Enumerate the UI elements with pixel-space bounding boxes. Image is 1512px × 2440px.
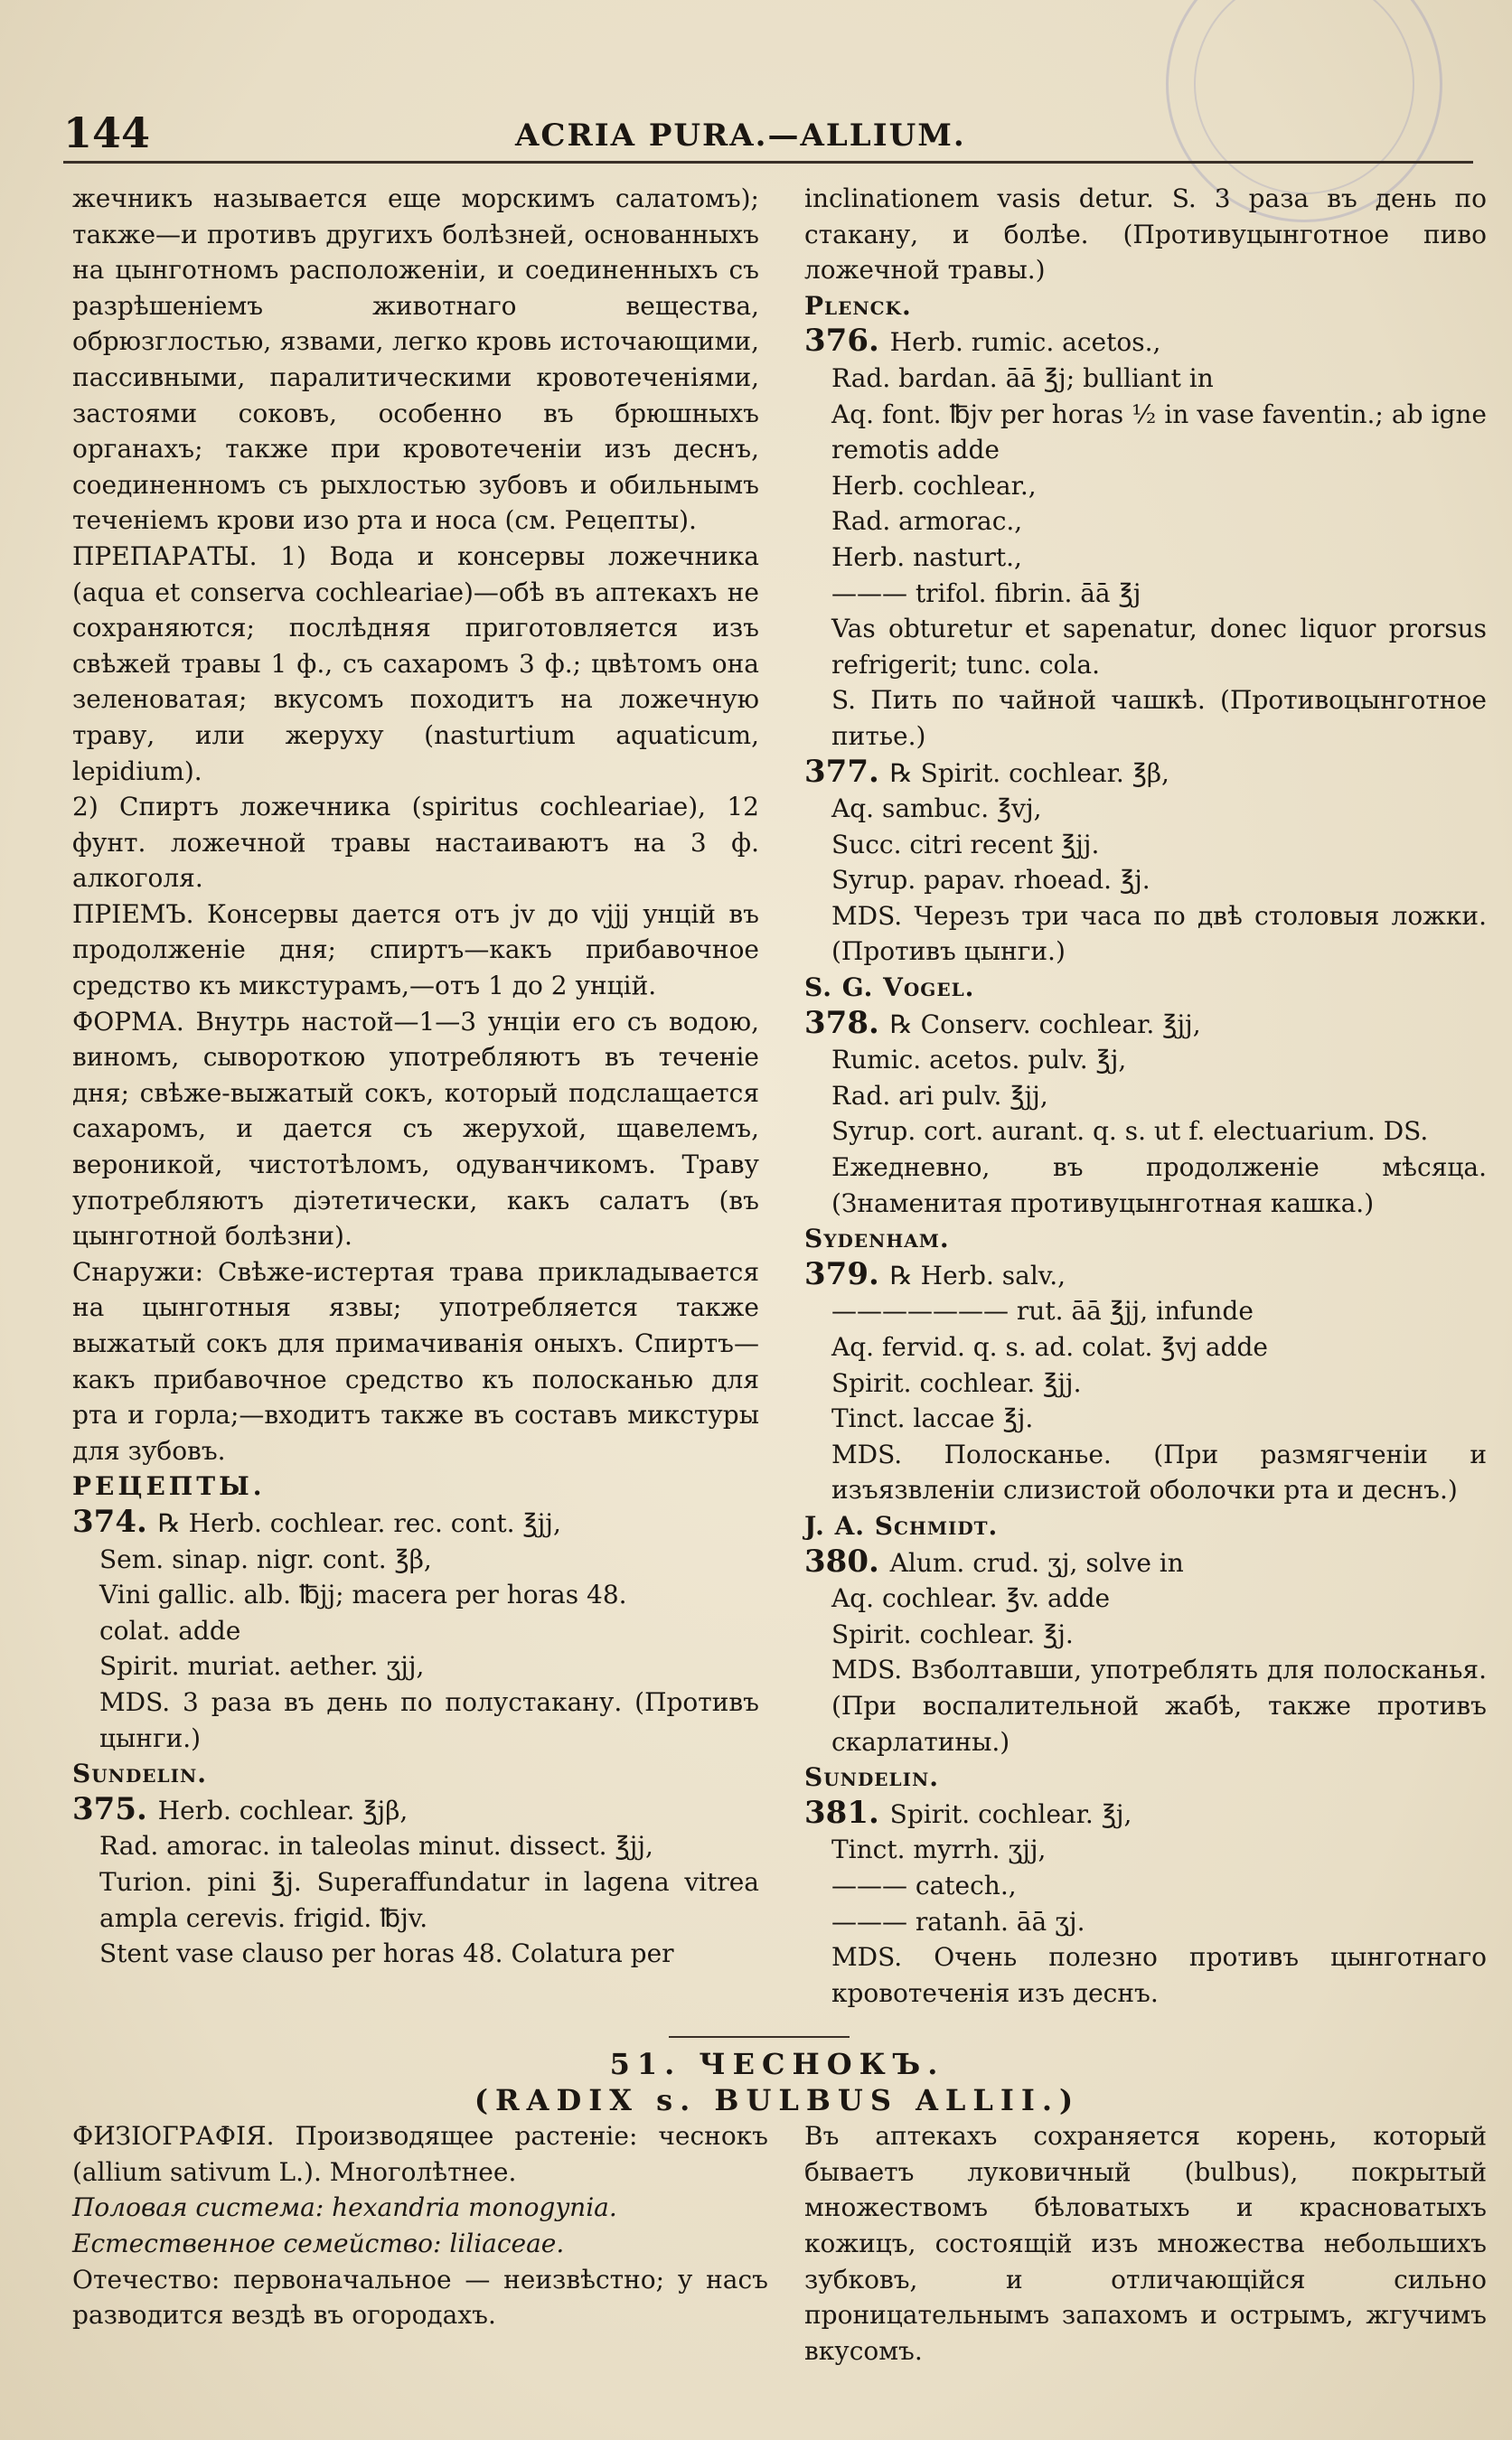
recipe-line: ——— catech., [831,1870,1017,1900]
recipe-line: Rad. ari pulv. ℥jj, [831,1080,1048,1111]
recipe-line: Rad. bardan. āā ℥j; bulliant in [831,362,1214,393]
recipe [804,1544,1487,1796]
paragraph: ФИЗІОГРАФІЯ. Производящее растеніе: чеснокъ (allium sativum L.). Многолѣтнее. [72,2121,768,2187]
recipe-line: ——— trifol. fibrin. āā ℥j [831,577,1141,608]
page-number: 144 [63,108,151,157]
section-divider [669,2036,850,2038]
recipe [804,755,1487,1006]
recipe-line: MDS. Полосканье. (При размягченіи и изъязвленіи слизистой оболочки рта и деснъ.) [831,1439,1487,1506]
recipe-line: Aq. fervid. q. s. ad. colat. ℥vj adde [831,1332,1268,1362]
recipe-line: Alum. crud. ʒj, solve in [889,1547,1184,1578]
recipe-number: 381. [804,1794,890,1831]
recipe-author: Sydenham. [804,1224,950,1254]
recipes-heading: РЕЦЕПТЫ. [72,1471,266,1502]
running-head: ACRIA PURA.—ALLIUM. [515,117,966,154]
recipe-line: Spirit. cochlear. ℥j. [831,1619,1074,1649]
recipe-line: MDS. Взболтавши, употреблять для полосканья. (При воспалительной жабѣ, также противъ скарлатины.) [831,1655,1487,1757]
left-recipes [72,1505,759,1972]
recipe-line: Spirit. muriat. aether. ʒjj, [99,1651,425,1682]
recipe-line: Stent vase clauso per horas 48. Colatura per [99,1938,674,1969]
section-right [804,2118,1487,2369]
recipe-line: ——————— rut. āā ℥jj, infunde [831,1296,1254,1327]
recipe-line: ℞ Herb. salv., [889,1260,1066,1290]
recipe-line: S. Пить по чайной чашкѣ. (Противоцынготное питье.) [831,685,1487,751]
recipe [804,181,1487,324]
recipe-number: 375. [72,1790,158,1827]
recipe-line: colat. adde [99,1615,241,1646]
section-51 [72,2047,1487,2366]
right-column [804,181,1487,2011]
recipe [804,324,1487,754]
recipe-line: Succ. citri recent ℥jj. [831,829,1100,859]
recipe-number: 379. [804,1255,890,1292]
paragraph: 2) Спиртъ ложечника (spiritus cochleariae), 12 фунт. ложечной травы настаиваютъ на 3 ф. алкоголя. [72,792,759,894]
recipe-line: MDS. Очень полезно противъ цынготнаго кровотеченія изъ деснъ. [831,1942,1487,2008]
recipe-line: Spirit. cochlear. ℥jj. [831,1367,1082,1398]
recipe-line: Aq. cochlear. ℥v. adde [831,1583,1111,1614]
recipe-line: ——— ratanh. āā ʒj. [831,1906,1085,1937]
paragraph: Въ аптекахъ сохраняется корень, который бываетъ луковичный (bulbus), покрытый множествомъ бѣловатыхъ и красноватыхъ кожицъ, состоящій изъ множества небольшихъ зубковъ, и отличающійся сильно проницательнымъ запахомъ и острымъ, жгучимъ вкусомъ. [804,2121,1487,2366]
recipe-line: Herb. cochlear. ℥jβ, [157,1795,409,1825]
section-subtitle: (RADIX s. BULBUS ALLII.) [474,2082,1081,2117]
recipe-line: inclinationem vasis detur. S. 3 раза въ день по стакану, и болѣе. (Противуцынготное пиво ложечной травы.) [804,183,1487,286]
paragraph: ПРЕПАРАТЫ. 1) Вода и консервы ложечника (aqua et conserva cochleariae)—обѣ въ аптекахъ не сохраняются; послѣдняя приготовляется изъ свѣжей травы 1 ф., съ сахаромъ 3 ф.; цвѣтомъ она зеленоватая; вкусомъ походитъ на ложечную траву, или жеруху (nasturtium aquaticum, lepidium). [72,540,759,786]
paragraph: ФОРМА. Внутрь настой—1—3 унціи его съ водою, виномъ, сывороткою употребляютъ въ теченіе дня; свѣже-выжатый сокъ, который подслащается сахаромъ, и дается съ жерухой, щавелемъ, вероникой, чистотѣломъ, одуванчикомъ. Траву употребляютъ діэтетически, какъ салатъ (въ цынготной болѣзни). [72,1006,759,1252]
recipe-line: Herb. nasturt., [831,541,1022,572]
header-rule [63,161,1473,164]
paragraph: ПРІЕМЪ. Консервы дается отъ jv до vjjj унцій въ продолженіе дня; спиртъ—какъ прибавочное средство къ микстурамъ,—отъ 1 до 2 унцій. [72,898,759,1001]
recipe-line: Herb. rumic. acetos., [889,327,1161,358]
recipe-number: 380. [804,1543,890,1580]
recipe-author: Sundelin. [72,1759,207,1789]
recipe-line: Syrup. cort. aurant. q. s. ut f. electuarium. DS. [831,1116,1429,1147]
right-recipes [804,181,1487,2011]
paragraph: Отечество: первоначальное — неизвѣстно; у насъ разводится вездѣ въ огородахъ. [72,2264,768,2331]
recipe-line: Vas obturetur et sapenatur, donec liquor prorsus refrigerit; tunc. cola. [831,614,1487,680]
recipe-line: Sem. sinap. nigr. cont. ℥β, [99,1544,432,1574]
recipe-line: ℞ Herb. cochlear. rec. cont. ℥jj, [157,1507,561,1538]
recipe-line: MDS. Черезъ три часа по двѣ столовыя ложки. (Противъ цынги.) [831,900,1487,967]
recipe [804,1796,1487,2012]
recipe-number: 378. [804,1004,890,1041]
paragraph: жечникъ называется еще морскимъ салатомъ); также—и противъ другихъ болѣзней, основанныхъ на цынготномъ расположеніи, и соединенныхъ съ разрѣшеніемъ животнаго вещества, обрюзглостью, язвами, легко кровь источающими, пассивными, паралитическими кровотеченіями, застоями соковъ, особенно въ брюшныхъ органахъ; также при кровотеченіи изъ деснъ, соединенномъ съ рыхлостью зубовъ и обильнымъ теченіемъ крови изо рта и носа (см. Рецепты). [72,183,759,536]
recipe-line: Tinct. myrrh. ʒjj, [831,1835,1047,1865]
recipe-author: J. A. Schmidt. [804,1510,999,1541]
recipe-line: Turion. pini ℥j. Superaffundatur in lagena vitrea ampla cerevis. frigid. ℔jv. [99,1866,759,1933]
recipe-number: 377. [804,753,890,790]
section-left [72,2118,768,2333]
recipe [804,1257,1487,1544]
recipe-line: Aq. sambuc. ℥vj, [831,793,1042,824]
recipe-line: ℞ Spirit. cochlear. ℥β, [889,757,1169,788]
recipe-author: S. G. Vogel. [804,972,975,1003]
recipe-line: Aq. font. ℔jv per horas ½ in vase faventin.; ab igne remotis adde [831,399,1487,465]
recipe-line: Rad. armorac., [831,506,1023,537]
recipe-line: Ежедневно, въ продолженіе мѣсяца. (Знаменитая противуцынготная кашка.) [831,1152,1487,1218]
paragraph: Естественное семейство: liliaceae. [72,2228,565,2258]
recipe-line: Vini gallic. alb. ℔jj; macera per horas 48. [99,1580,627,1610]
paragraph: Снаружи: Свѣже-истертая трава прикладывается на цынготныя язвы; употребляется также выжатый сокъ для примачиванія оныхъ. Спиртъ—какъ прибавочное средство къ полосканью для рта и горла;—входитъ также въ составъ микстуры для зубовъ. [72,1256,759,1466]
recipe-line: Syrup. papav. rhoead. ℥j. [831,865,1150,896]
recipe-number: 374. [72,1503,158,1540]
recipe-line: Rumic. acetos. pulv. ℥j, [831,1045,1127,1075]
recipe-line: Spirit. cochlear. ℥j, [889,1798,1132,1829]
page-header [63,108,1455,163]
recipe-line: Rad. amorac. in taleolas minut. dissect. ℥jj, [99,1831,653,1862]
paragraph: Половая система: hexandria monogynia. [72,2192,617,2223]
recipe [804,1006,1487,1257]
recipe-line: ℞ Conserv. cochlear. ℥jj, [889,1009,1201,1039]
recipe [72,1792,759,1972]
recipe-line: Tinct. laccae ℥j. [831,1403,1034,1434]
recipe [72,1505,759,1792]
section-title: 51. ЧЕСНОКЪ. [609,2047,945,2081]
recipe-line: MDS. 3 раза въ день по полустакану. (Противъ цынги.) [99,1686,759,1753]
recipe-author: Sundelin. [804,1762,939,1793]
left-column [72,181,759,1972]
recipe-number: 376. [804,323,890,360]
recipe-author: Plenck. [804,290,912,321]
recipe-line: Herb. cochlear., [831,470,1037,501]
